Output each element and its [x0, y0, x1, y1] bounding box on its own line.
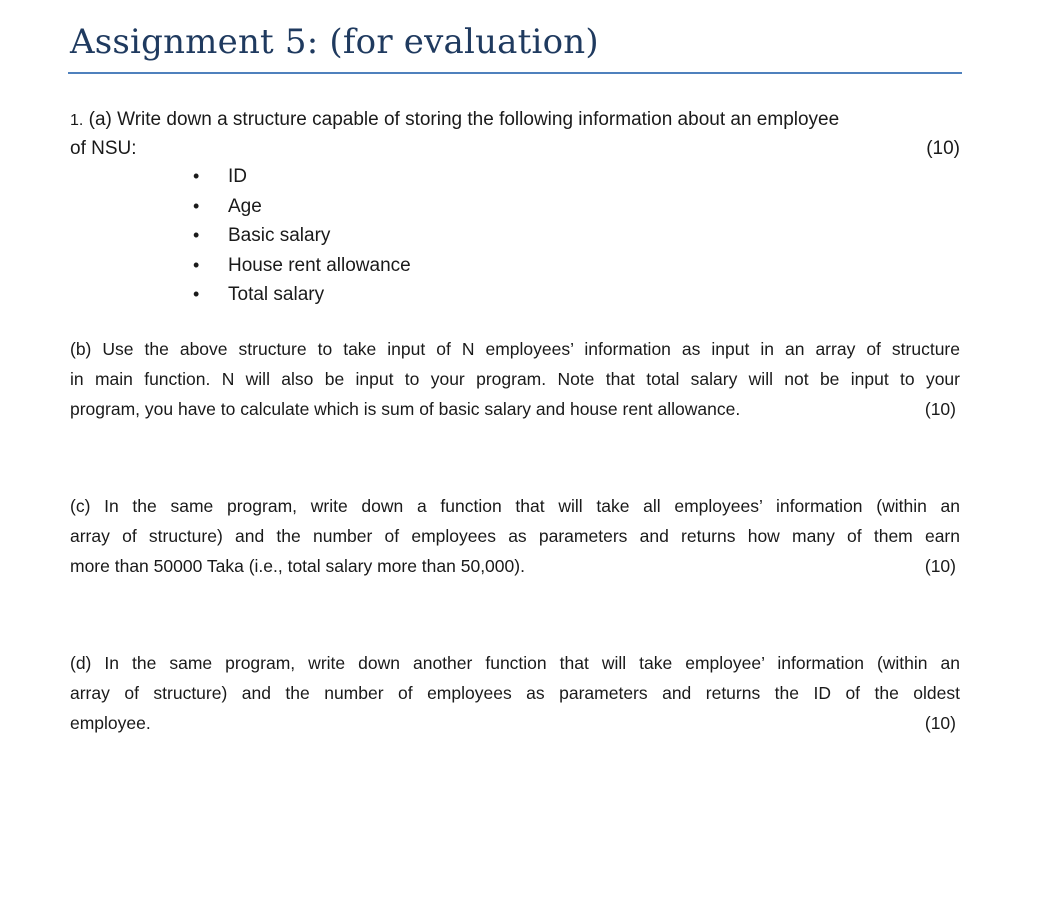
- part-c-line-2: array of structure) and the number of employees as parameters and returns how many of them earn: [70, 526, 960, 546]
- question-1-part-a: [70, 106, 960, 163]
- bullet-icon: •: [193, 284, 200, 304]
- part-b-marks: (10): [924, 399, 956, 419]
- page-title: Assignment 5: (for evaluation): [70, 22, 599, 62]
- part-d-line-3: employee. (10): [70, 708, 960, 738]
- part-a-line-2: [70, 135, 960, 163]
- list-item: • ID: [193, 162, 411, 192]
- part-b-line-2: in main function. N will also be input to your program. Note that total salary will not be input to your: [70, 369, 960, 389]
- question-number: 1.: [70, 112, 84, 129]
- part-c-marks: (10): [924, 556, 956, 576]
- bullet-icon: •: [193, 195, 200, 216]
- employee-fields-list: [193, 162, 411, 310]
- question-1-part-d: [70, 648, 960, 738]
- part-c-line-1: (c) In the same program, write down a function that will take all employees’ information (within an: [70, 496, 960, 516]
- part-d-line-1: (d) In the same program, write down another function that will take employee’ information (within an: [70, 653, 960, 673]
- part-d-marks: (10): [924, 713, 956, 733]
- part-d-line-2: array of structure) and the number of employees as parameters and returns the ID of the oldest: [70, 683, 960, 703]
- list-item: • Basic salary: [193, 221, 411, 251]
- part-b-line-3: program, you have to calculate which is sum of basic salary and house rent allowance. (10): [70, 394, 960, 424]
- question-1-part-b: [70, 334, 960, 424]
- title-underline: [68, 72, 962, 74]
- question-1-part-c: [70, 491, 960, 581]
- part-a-text-1: 1. (a) Write down a structure capable of storing the following information about an employee: [70, 109, 840, 130]
- list-item: • Total salary: [193, 280, 411, 310]
- bullet-icon: •: [193, 254, 200, 275]
- bullet-icon: •: [193, 225, 200, 245]
- part-a-line-1: [70, 106, 960, 135]
- part-a-text-2: of NSU:: [70, 138, 137, 159]
- list-item: • House rent allowance: [193, 251, 411, 281]
- bullet-icon: •: [193, 166, 200, 186]
- part-a-marks: (10): [926, 138, 960, 159]
- list-item: • Age: [193, 192, 411, 222]
- part-b-line-1: (b) Use the above structure to take input of N employees’ information as input in an array of structure: [70, 339, 960, 359]
- part-c-line-3: more than 50000 Taka (i.e., total salary more than 50,000). (10): [70, 551, 960, 581]
